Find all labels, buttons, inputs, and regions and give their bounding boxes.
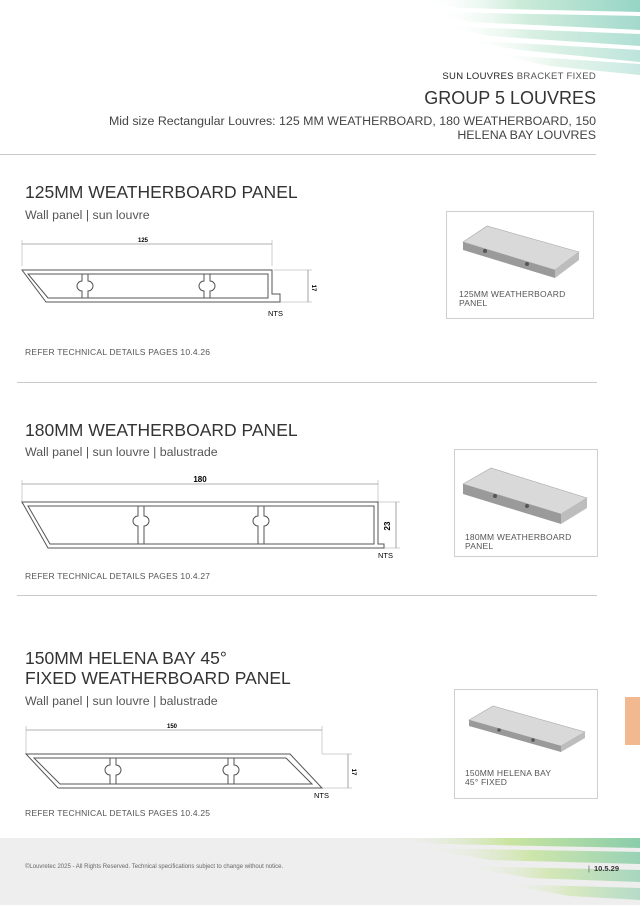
width-dimension-125: 125	[137, 238, 149, 244]
product-image-box-150	[454, 689, 598, 799]
header-divider	[0, 154, 596, 155]
nts-label-125: NTS	[268, 309, 283, 318]
louvre-render-150	[455, 690, 597, 758]
section-subtitle-180: Wall panel | sun louvre | balustrade	[25, 445, 218, 459]
product-image-caption-125: 125MM WEATHERBOARD PANEL	[459, 289, 566, 308]
page-title: GROUP 5 LOUVRES	[424, 88, 596, 108]
technical-reference-150: REFER TECHNICAL DETAILS PAGES 10.4.25	[25, 808, 211, 818]
decorative-header-graphic	[400, 0, 640, 75]
louvre-render-125	[447, 212, 593, 282]
nts-label-150: NTS	[314, 791, 329, 800]
page-number-value: 10.5.29	[593, 864, 619, 873]
section-tab	[625, 697, 640, 745]
width-dimension-180: 180	[193, 475, 207, 484]
page-description: Mid size Rectangular Louvres: 125 MM WEATHERBOARD, 180 WEATHERBOARD, 150 HELENA BAY LOUVRES	[108, 114, 596, 142]
technical-reference-180: REFER TECHNICAL DETAILS PAGES 10.4.27	[25, 571, 211, 581]
header-category	[442, 71, 596, 82]
profile-drawing-150	[22, 720, 362, 802]
height-dimension-125: 17	[310, 284, 316, 292]
section-divider-1	[17, 382, 597, 383]
page-number-separator: |	[588, 864, 590, 873]
product-image-caption-150: 150MM HELENA BAY 45° FIXED	[465, 768, 552, 787]
width-dimension-150: 150	[166, 724, 178, 730]
product-image-box-125	[446, 211, 594, 319]
header-category-light: BRACKET FIXED	[516, 71, 596, 82]
technical-reference-125: REFER TECHNICAL DETAILS PAGES 10.4.26	[25, 347, 211, 357]
copyright-text: ©Louvretec 2025 - All Rights Reserved. Technical specifications subject to change without notice.	[25, 864, 284, 870]
section-subtitle-125: Wall panel | sun louvre	[25, 208, 150, 222]
profile-drawing-125	[18, 236, 318, 320]
nts-label-180: NTS	[378, 551, 393, 560]
page-number	[588, 864, 619, 873]
louvre-render-180	[455, 450, 597, 524]
profile-drawing-180	[18, 472, 408, 564]
height-dimension-150: 17	[350, 768, 356, 776]
section-title-125: 125MM WEATHERBOARD PANEL	[25, 182, 298, 202]
height-dimension-180: 23	[383, 521, 392, 531]
section-title-180: 180MM WEATHERBOARD PANEL	[25, 420, 298, 440]
header-category-bold: SUN LOUVRES	[442, 71, 514, 82]
section-title-150: 150MM HELENA BAY 45° FIXED WEATHERBOARD PANEL	[25, 648, 291, 688]
section-subtitle-150: Wall panel | sun louvre | balustrade	[25, 694, 218, 708]
product-image-caption-180: 180MM WEATHERBOARD PANEL	[465, 532, 572, 551]
section-divider-2	[17, 595, 597, 596]
product-image-box-180	[454, 449, 598, 557]
